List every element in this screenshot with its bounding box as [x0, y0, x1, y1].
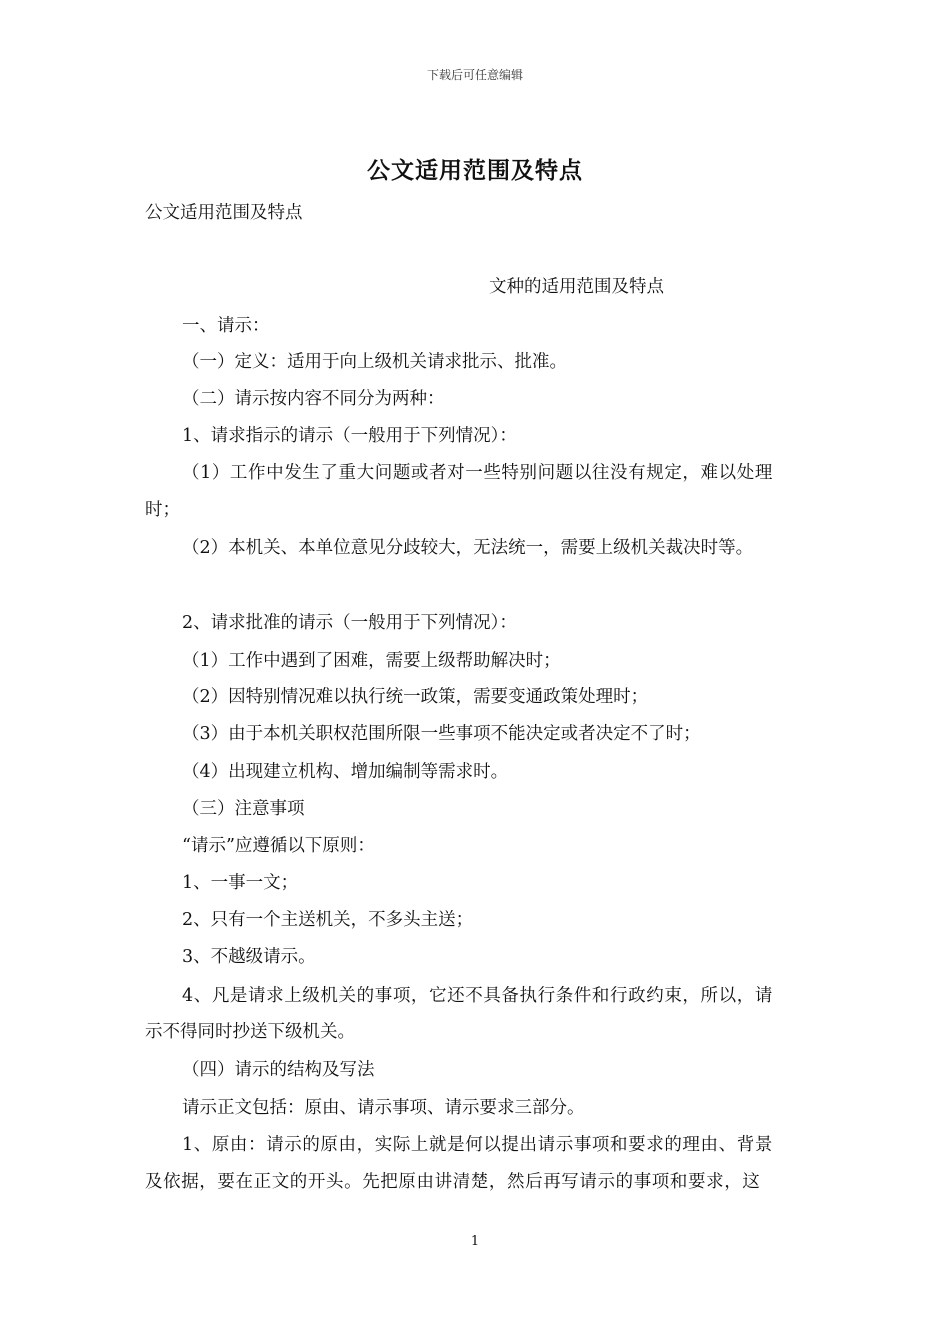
- paragraph-line: （三）注意事项: [182, 799, 305, 819]
- paragraph-line: （2）本机关、本单位意见分歧较大，无法统一，需要上级机关裁决时等。: [182, 538, 754, 558]
- paragraph-line: （4）出现建立机构、增加编制等需求时。: [182, 762, 509, 782]
- paragraph-line: （四）请示的结构及写法: [182, 1060, 375, 1080]
- page-number: 1: [470, 1234, 480, 1249]
- paragraph-line: 及依据，要在正文的开头。先把原由讲清楚，然后再写请示的事项和要求，这: [145, 1172, 761, 1192]
- paragraph-line: 3、不越级请示。: [182, 947, 316, 967]
- paragraph-line: 2、只有一个主送机关，不多头主送；: [182, 910, 474, 930]
- section-heading: 文种的适用范围及特点: [489, 277, 664, 297]
- paragraph-line: （2）因特别情况难以执行统一政策，需要变通政策处理时；: [182, 687, 649, 707]
- paragraph-line: “请示”应遵循以下原则：: [182, 836, 375, 856]
- paragraph-line: （二）请示按内容不同分为两种：: [182, 389, 445, 409]
- paragraph-line: 1、一事一文；: [182, 873, 299, 893]
- paragraph-line: 1、请求指示的请示（一般用于下列情况）：: [182, 426, 517, 446]
- page-header-note: 下载后可任意编辑: [426, 68, 523, 82]
- document-subtitle: 公文适用范围及特点: [145, 203, 303, 223]
- paragraph-line: 1、原由：请示的原由，实际上就是何以提出请示事项和要求的理由、背景: [182, 1135, 773, 1155]
- paragraph-line: （1）工作中发生了重大问题或者对一些特别问题以往没有规定，难以处理: [182, 463, 773, 483]
- paragraph-line: 示不得同时抄送下级机关。: [145, 1022, 355, 1042]
- paragraph-line: （3）由于本机关职权范围所限一些事项不能决定或者决定不了时；: [182, 724, 701, 744]
- paragraph-line: （1）工作中遇到了困难，需要上级帮助解决时；: [182, 651, 561, 671]
- paragraph-line: 2、请求批准的请示（一般用于下列情况）：: [182, 613, 517, 633]
- paragraph-line: 请示正文包括：原由、请示事项、请示要求三部分。: [182, 1098, 585, 1118]
- paragraph-line: 时；: [145, 500, 180, 520]
- document-title: 公文适用范围及特点: [367, 157, 583, 184]
- paragraph-line: （一）定义：适用于向上级机关请求批示、批准。: [182, 352, 567, 372]
- paragraph-line: 一、请示：: [182, 316, 270, 336]
- paragraph-line: 4、凡是请求上级机关的事项，它还不具备执行条件和行政约束，所以，请: [182, 986, 773, 1006]
